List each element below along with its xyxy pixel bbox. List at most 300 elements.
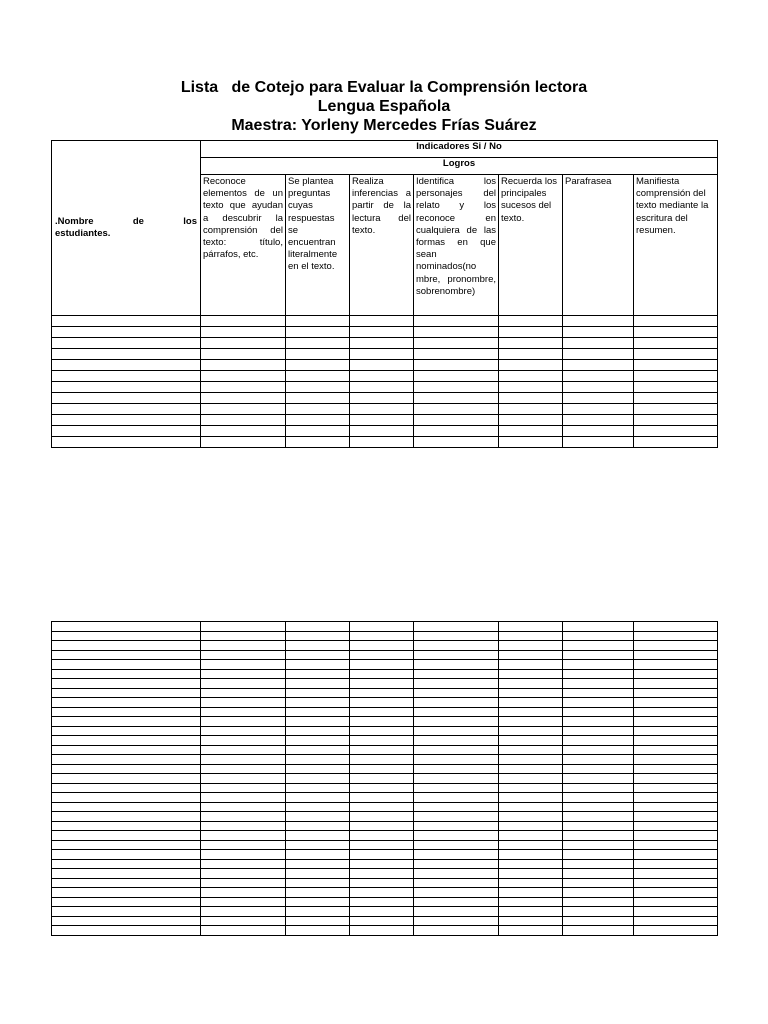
- check-cell[interactable]: [286, 641, 350, 651]
- check-cell[interactable]: [414, 338, 499, 349]
- check-cell[interactable]: [563, 349, 634, 360]
- check-cell[interactable]: [563, 650, 634, 660]
- check-cell[interactable]: [414, 631, 499, 641]
- check-cell[interactable]: [350, 404, 414, 415]
- check-cell[interactable]: [499, 897, 563, 907]
- check-cell[interactable]: [286, 404, 350, 415]
- check-cell[interactable]: [563, 802, 634, 812]
- check-cell[interactable]: [350, 745, 414, 755]
- check-cell[interactable]: [350, 802, 414, 812]
- check-cell[interactable]: [414, 437, 499, 448]
- student-name-cell[interactable]: [52, 437, 201, 448]
- check-cell[interactable]: [563, 878, 634, 888]
- check-cell[interactable]: [563, 831, 634, 841]
- check-cell[interactable]: [286, 698, 350, 708]
- check-cell[interactable]: [286, 869, 350, 879]
- check-cell[interactable]: [350, 726, 414, 736]
- check-cell[interactable]: [499, 404, 563, 415]
- check-cell[interactable]: [634, 755, 718, 765]
- student-name-cell[interactable]: [52, 850, 201, 860]
- check-cell[interactable]: [499, 764, 563, 774]
- check-cell[interactable]: [634, 327, 718, 338]
- student-name-cell[interactable]: [52, 859, 201, 869]
- check-cell[interactable]: [201, 897, 286, 907]
- check-cell[interactable]: [634, 437, 718, 448]
- check-cell[interactable]: [286, 717, 350, 727]
- check-cell[interactable]: [563, 783, 634, 793]
- check-cell[interactable]: [286, 736, 350, 746]
- check-cell[interactable]: [563, 371, 634, 382]
- check-cell[interactable]: [634, 338, 718, 349]
- student-name-cell[interactable]: [52, 360, 201, 371]
- check-cell[interactable]: [563, 688, 634, 698]
- check-cell[interactable]: [634, 859, 718, 869]
- check-cell[interactable]: [499, 669, 563, 679]
- check-cell[interactable]: [414, 783, 499, 793]
- student-name-cell[interactable]: [52, 327, 201, 338]
- check-cell[interactable]: [201, 774, 286, 784]
- student-name-cell[interactable]: [52, 371, 201, 382]
- check-cell[interactable]: [350, 897, 414, 907]
- check-cell[interactable]: [634, 726, 718, 736]
- check-cell[interactable]: [414, 755, 499, 765]
- check-cell[interactable]: [634, 736, 718, 746]
- check-cell[interactable]: [634, 415, 718, 426]
- check-cell[interactable]: [201, 679, 286, 689]
- student-name-cell[interactable]: [52, 404, 201, 415]
- check-cell[interactable]: [201, 878, 286, 888]
- check-cell[interactable]: [499, 415, 563, 426]
- check-cell[interactable]: [414, 669, 499, 679]
- student-name-cell[interactable]: [52, 717, 201, 727]
- student-name-cell[interactable]: [52, 897, 201, 907]
- check-cell[interactable]: [563, 382, 634, 393]
- check-cell[interactable]: [563, 404, 634, 415]
- check-cell[interactable]: [350, 660, 414, 670]
- check-cell[interactable]: [350, 360, 414, 371]
- student-name-cell[interactable]: [52, 745, 201, 755]
- check-cell[interactable]: [499, 812, 563, 822]
- check-cell[interactable]: [499, 338, 563, 349]
- check-cell[interactable]: [350, 859, 414, 869]
- check-cell[interactable]: [499, 850, 563, 860]
- check-cell[interactable]: [414, 926, 499, 936]
- check-cell[interactable]: [286, 426, 350, 437]
- check-cell[interactable]: [634, 360, 718, 371]
- check-cell[interactable]: [634, 393, 718, 404]
- check-cell[interactable]: [499, 437, 563, 448]
- check-cell[interactable]: [286, 926, 350, 936]
- check-cell[interactable]: [499, 793, 563, 803]
- check-cell[interactable]: [499, 869, 563, 879]
- check-cell[interactable]: [499, 821, 563, 831]
- check-cell[interactable]: [286, 745, 350, 755]
- check-cell[interactable]: [634, 371, 718, 382]
- check-cell[interactable]: [634, 745, 718, 755]
- check-cell[interactable]: [634, 897, 718, 907]
- check-cell[interactable]: [563, 669, 634, 679]
- check-cell[interactable]: [286, 802, 350, 812]
- check-cell[interactable]: [350, 840, 414, 850]
- check-cell[interactable]: [201, 698, 286, 708]
- check-cell[interactable]: [414, 831, 499, 841]
- check-cell[interactable]: [286, 622, 350, 632]
- check-cell[interactable]: [350, 641, 414, 651]
- check-cell[interactable]: [286, 360, 350, 371]
- check-cell[interactable]: [499, 679, 563, 689]
- check-cell[interactable]: [286, 669, 350, 679]
- check-cell[interactable]: [499, 698, 563, 708]
- check-cell[interactable]: [201, 926, 286, 936]
- check-cell[interactable]: [286, 783, 350, 793]
- check-cell[interactable]: [563, 745, 634, 755]
- check-cell[interactable]: [201, 821, 286, 831]
- check-cell[interactable]: [350, 349, 414, 360]
- check-cell[interactable]: [414, 897, 499, 907]
- check-cell[interactable]: [201, 316, 286, 327]
- check-cell[interactable]: [350, 437, 414, 448]
- check-cell[interactable]: [563, 859, 634, 869]
- check-cell[interactable]: [563, 726, 634, 736]
- check-cell[interactable]: [201, 755, 286, 765]
- check-cell[interactable]: [634, 764, 718, 774]
- student-name-cell[interactable]: [52, 338, 201, 349]
- check-cell[interactable]: [563, 774, 634, 784]
- check-cell[interactable]: [201, 888, 286, 898]
- check-cell[interactable]: [563, 316, 634, 327]
- check-cell[interactable]: [414, 840, 499, 850]
- check-cell[interactable]: [350, 793, 414, 803]
- check-cell[interactable]: [201, 907, 286, 917]
- check-cell[interactable]: [414, 907, 499, 917]
- student-name-cell[interactable]: [52, 669, 201, 679]
- check-cell[interactable]: [499, 360, 563, 371]
- check-cell[interactable]: [414, 916, 499, 926]
- check-cell[interactable]: [414, 641, 499, 651]
- student-name-cell[interactable]: [52, 869, 201, 879]
- check-cell[interactable]: [350, 755, 414, 765]
- check-cell[interactable]: [634, 869, 718, 879]
- check-cell[interactable]: [414, 622, 499, 632]
- check-cell[interactable]: [414, 793, 499, 803]
- check-cell[interactable]: [499, 926, 563, 936]
- check-cell[interactable]: [563, 888, 634, 898]
- check-cell[interactable]: [350, 707, 414, 717]
- check-cell[interactable]: [414, 415, 499, 426]
- check-cell[interactable]: [414, 850, 499, 860]
- check-cell[interactable]: [286, 888, 350, 898]
- check-cell[interactable]: [414, 371, 499, 382]
- check-cell[interactable]: [634, 660, 718, 670]
- student-name-cell[interactable]: [52, 622, 201, 632]
- check-cell[interactable]: [634, 349, 718, 360]
- check-cell[interactable]: [563, 812, 634, 822]
- check-cell[interactable]: [563, 869, 634, 879]
- check-cell[interactable]: [563, 717, 634, 727]
- check-cell[interactable]: [414, 717, 499, 727]
- check-cell[interactable]: [201, 437, 286, 448]
- check-cell[interactable]: [350, 783, 414, 793]
- check-cell[interactable]: [286, 631, 350, 641]
- check-cell[interactable]: [201, 869, 286, 879]
- check-cell[interactable]: [201, 726, 286, 736]
- check-cell[interactable]: [634, 404, 718, 415]
- check-cell[interactable]: [414, 878, 499, 888]
- check-cell[interactable]: [563, 926, 634, 936]
- student-name-cell[interactable]: [52, 426, 201, 437]
- check-cell[interactable]: [499, 745, 563, 755]
- check-cell[interactable]: [350, 338, 414, 349]
- student-name-cell[interactable]: [52, 812, 201, 822]
- check-cell[interactable]: [414, 888, 499, 898]
- check-cell[interactable]: [350, 688, 414, 698]
- check-cell[interactable]: [286, 316, 350, 327]
- check-cell[interactable]: [350, 393, 414, 404]
- check-cell[interactable]: [634, 717, 718, 727]
- check-cell[interactable]: [350, 382, 414, 393]
- check-cell[interactable]: [634, 812, 718, 822]
- check-cell[interactable]: [563, 840, 634, 850]
- check-cell[interactable]: [286, 821, 350, 831]
- check-cell[interactable]: [350, 831, 414, 841]
- check-cell[interactable]: [286, 726, 350, 736]
- student-name-cell[interactable]: [52, 641, 201, 651]
- check-cell[interactable]: [414, 802, 499, 812]
- check-cell[interactable]: [563, 764, 634, 774]
- check-cell[interactable]: [563, 698, 634, 708]
- check-cell[interactable]: [563, 415, 634, 426]
- check-cell[interactable]: [201, 404, 286, 415]
- check-cell[interactable]: [201, 745, 286, 755]
- check-cell[interactable]: [201, 660, 286, 670]
- check-cell[interactable]: [414, 349, 499, 360]
- check-cell[interactable]: [634, 679, 718, 689]
- check-cell[interactable]: [414, 821, 499, 831]
- check-cell[interactable]: [563, 622, 634, 632]
- check-cell[interactable]: [414, 726, 499, 736]
- check-cell[interactable]: [563, 426, 634, 437]
- student-name-cell[interactable]: [52, 707, 201, 717]
- check-cell[interactable]: [350, 327, 414, 338]
- check-cell[interactable]: [350, 907, 414, 917]
- check-cell[interactable]: [414, 745, 499, 755]
- check-cell[interactable]: [350, 622, 414, 632]
- check-cell[interactable]: [563, 897, 634, 907]
- check-cell[interactable]: [634, 850, 718, 860]
- check-cell[interactable]: [634, 622, 718, 632]
- check-cell[interactable]: [414, 360, 499, 371]
- check-cell[interactable]: [499, 878, 563, 888]
- student-name-cell[interactable]: [52, 821, 201, 831]
- check-cell[interactable]: [286, 897, 350, 907]
- check-cell[interactable]: [286, 327, 350, 338]
- check-cell[interactable]: [414, 660, 499, 670]
- check-cell[interactable]: [499, 888, 563, 898]
- check-cell[interactable]: [286, 840, 350, 850]
- check-cell[interactable]: [350, 812, 414, 822]
- check-cell[interactable]: [414, 316, 499, 327]
- check-cell[interactable]: [201, 371, 286, 382]
- student-name-cell[interactable]: [52, 393, 201, 404]
- check-cell[interactable]: [499, 641, 563, 651]
- check-cell[interactable]: [499, 916, 563, 926]
- check-cell[interactable]: [499, 859, 563, 869]
- check-cell[interactable]: [286, 774, 350, 784]
- check-cell[interactable]: [201, 650, 286, 660]
- check-cell[interactable]: [201, 793, 286, 803]
- check-cell[interactable]: [286, 650, 350, 660]
- check-cell[interactable]: [499, 660, 563, 670]
- check-cell[interactable]: [634, 426, 718, 437]
- check-cell[interactable]: [201, 393, 286, 404]
- check-cell[interactable]: [201, 641, 286, 651]
- student-name-cell[interactable]: [52, 793, 201, 803]
- check-cell[interactable]: [634, 916, 718, 926]
- check-cell[interactable]: [499, 327, 563, 338]
- check-cell[interactable]: [286, 415, 350, 426]
- student-name-cell[interactable]: [52, 660, 201, 670]
- student-name-cell[interactable]: [52, 764, 201, 774]
- check-cell[interactable]: [414, 859, 499, 869]
- check-cell[interactable]: [201, 707, 286, 717]
- check-cell[interactable]: [634, 650, 718, 660]
- check-cell[interactable]: [201, 415, 286, 426]
- student-name-cell[interactable]: [52, 316, 201, 327]
- check-cell[interactable]: [563, 916, 634, 926]
- check-cell[interactable]: [634, 802, 718, 812]
- check-cell[interactable]: [634, 698, 718, 708]
- check-cell[interactable]: [414, 869, 499, 879]
- student-name-cell[interactable]: [52, 840, 201, 850]
- check-cell[interactable]: [563, 631, 634, 641]
- student-name-cell[interactable]: [52, 755, 201, 765]
- check-cell[interactable]: [201, 349, 286, 360]
- check-cell[interactable]: [350, 774, 414, 784]
- check-cell[interactable]: [499, 717, 563, 727]
- check-cell[interactable]: [201, 338, 286, 349]
- check-cell[interactable]: [414, 688, 499, 698]
- check-cell[interactable]: [634, 783, 718, 793]
- check-cell[interactable]: [499, 688, 563, 698]
- check-cell[interactable]: [350, 426, 414, 437]
- check-cell[interactable]: [350, 926, 414, 936]
- check-cell[interactable]: [286, 688, 350, 698]
- check-cell[interactable]: [634, 793, 718, 803]
- check-cell[interactable]: [563, 907, 634, 917]
- check-cell[interactable]: [201, 631, 286, 641]
- check-cell[interactable]: [286, 831, 350, 841]
- check-cell[interactable]: [634, 707, 718, 717]
- student-name-cell[interactable]: [52, 774, 201, 784]
- check-cell[interactable]: [563, 793, 634, 803]
- check-cell[interactable]: [634, 878, 718, 888]
- student-name-cell[interactable]: [52, 916, 201, 926]
- check-cell[interactable]: [414, 650, 499, 660]
- check-cell[interactable]: [201, 669, 286, 679]
- check-cell[interactable]: [286, 679, 350, 689]
- student-name-cell[interactable]: [52, 415, 201, 426]
- check-cell[interactable]: [286, 707, 350, 717]
- check-cell[interactable]: [563, 660, 634, 670]
- check-cell[interactable]: [286, 812, 350, 822]
- check-cell[interactable]: [499, 840, 563, 850]
- check-cell[interactable]: [499, 382, 563, 393]
- check-cell[interactable]: [499, 426, 563, 437]
- check-cell[interactable]: [499, 650, 563, 660]
- check-cell[interactable]: [201, 812, 286, 822]
- check-cell[interactable]: [350, 679, 414, 689]
- student-name-cell[interactable]: [52, 382, 201, 393]
- check-cell[interactable]: [350, 850, 414, 860]
- check-cell[interactable]: [201, 783, 286, 793]
- check-cell[interactable]: [499, 783, 563, 793]
- check-cell[interactable]: [499, 371, 563, 382]
- check-cell[interactable]: [350, 736, 414, 746]
- check-cell[interactable]: [286, 793, 350, 803]
- check-cell[interactable]: [634, 382, 718, 393]
- check-cell[interactable]: [350, 698, 414, 708]
- check-cell[interactable]: [634, 821, 718, 831]
- check-cell[interactable]: [563, 707, 634, 717]
- check-cell[interactable]: [499, 393, 563, 404]
- check-cell[interactable]: [201, 802, 286, 812]
- check-cell[interactable]: [350, 669, 414, 679]
- student-name-cell[interactable]: [52, 736, 201, 746]
- check-cell[interactable]: [563, 393, 634, 404]
- check-cell[interactable]: [201, 688, 286, 698]
- check-cell[interactable]: [563, 327, 634, 338]
- student-name-cell[interactable]: [52, 688, 201, 698]
- check-cell[interactable]: [499, 316, 563, 327]
- check-cell[interactable]: [201, 764, 286, 774]
- check-cell[interactable]: [499, 622, 563, 632]
- check-cell[interactable]: [286, 660, 350, 670]
- check-cell[interactable]: [499, 631, 563, 641]
- check-cell[interactable]: [634, 926, 718, 936]
- check-cell[interactable]: [414, 679, 499, 689]
- check-cell[interactable]: [414, 707, 499, 717]
- student-name-cell[interactable]: [52, 726, 201, 736]
- check-cell[interactable]: [201, 622, 286, 632]
- check-cell[interactable]: [563, 850, 634, 860]
- check-cell[interactable]: [414, 764, 499, 774]
- check-cell[interactable]: [350, 764, 414, 774]
- check-cell[interactable]: [286, 437, 350, 448]
- check-cell[interactable]: [634, 831, 718, 841]
- check-cell[interactable]: [286, 850, 350, 860]
- student-name-cell[interactable]: [52, 802, 201, 812]
- check-cell[interactable]: [563, 736, 634, 746]
- check-cell[interactable]: [201, 717, 286, 727]
- check-cell[interactable]: [286, 859, 350, 869]
- check-cell[interactable]: [414, 774, 499, 784]
- check-cell[interactable]: [350, 631, 414, 641]
- check-cell[interactable]: [414, 426, 499, 437]
- check-cell[interactable]: [634, 316, 718, 327]
- check-cell[interactable]: [201, 831, 286, 841]
- check-cell[interactable]: [563, 755, 634, 765]
- check-cell[interactable]: [414, 698, 499, 708]
- check-cell[interactable]: [499, 349, 563, 360]
- check-cell[interactable]: [499, 755, 563, 765]
- student-name-cell[interactable]: [52, 631, 201, 641]
- check-cell[interactable]: [201, 360, 286, 371]
- check-cell[interactable]: [563, 821, 634, 831]
- check-cell[interactable]: [201, 850, 286, 860]
- student-name-cell[interactable]: [52, 698, 201, 708]
- check-cell[interactable]: [286, 382, 350, 393]
- check-cell[interactable]: [350, 371, 414, 382]
